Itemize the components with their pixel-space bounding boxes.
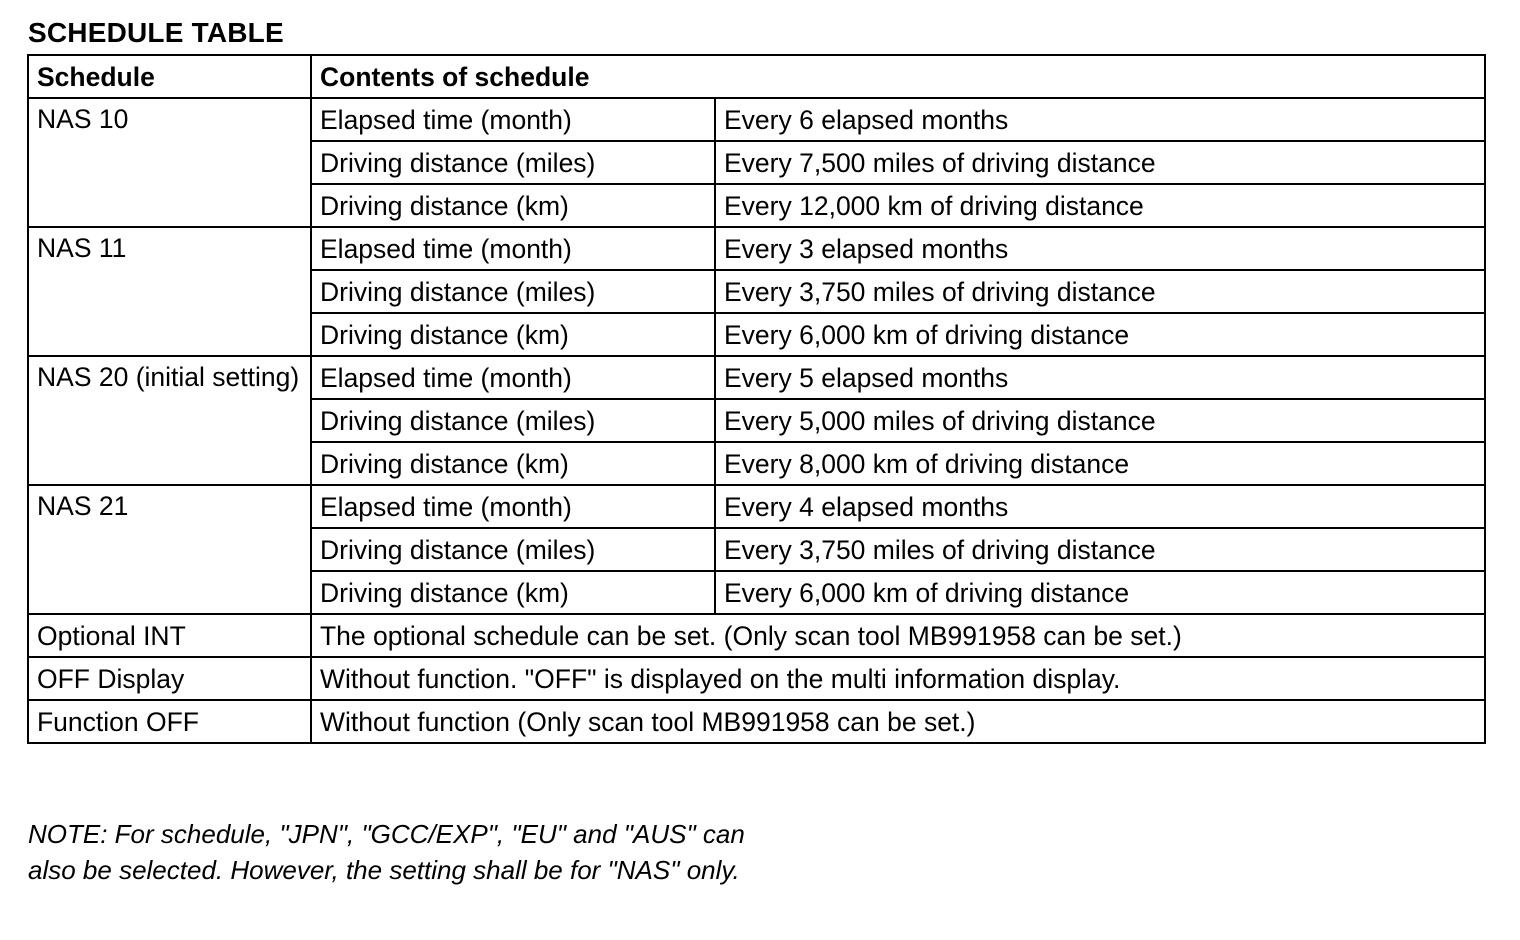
item-cell: Driving distance (miles): [311, 270, 715, 313]
table-row: [28, 485, 1485, 528]
header-contents: Contents of schedule: [311, 55, 1485, 98]
value-cell: Every 6,000 km of driving distance: [715, 571, 1485, 614]
item-cell: Driving distance (miles): [311, 141, 715, 184]
value-cell: Every 3,750 miles of driving distance: [715, 270, 1485, 313]
table-row: [28, 657, 1485, 700]
value-cell: Every 12,000 km of driving distance: [715, 184, 1485, 227]
schedule-name: NAS 10: [28, 98, 311, 227]
value-cell: Every 5 elapsed months: [715, 356, 1485, 399]
value-cell: Every 5,000 miles of driving distance: [715, 399, 1485, 442]
value-cell: Every 3,750 miles of driving distance: [715, 528, 1485, 571]
table-row: [28, 614, 1485, 657]
item-cell: Driving distance (km): [311, 313, 715, 356]
value-cell: Every 6 elapsed months: [715, 98, 1485, 141]
item-cell: Driving distance (miles): [311, 399, 715, 442]
item-cell: Elapsed time (month): [311, 356, 715, 399]
item-cell: Driving distance (km): [311, 184, 715, 227]
item-cell: Elapsed time (month): [311, 98, 715, 141]
schedule-name: NAS 20 (initial setting): [28, 356, 311, 485]
value-cell: Every 4 elapsed months: [715, 485, 1485, 528]
item-cell: Elapsed time (month): [311, 227, 715, 270]
value-cell: Every 6,000 km of driving distance: [715, 313, 1485, 356]
contents-cell: Without function. "OFF" is displayed on the multi information display.: [311, 657, 1485, 700]
item-cell: Driving distance (km): [311, 442, 715, 485]
schedule-name: NAS 11: [28, 227, 311, 356]
table-row: [28, 700, 1485, 743]
value-cell: Every 7,500 miles of driving distance: [715, 141, 1485, 184]
table-row: [28, 356, 1485, 399]
table-row: [28, 98, 1485, 141]
schedule-name: NAS 21: [28, 485, 311, 614]
value-cell: Every 8,000 km of driving distance: [715, 442, 1485, 485]
item-cell: Driving distance (miles): [311, 528, 715, 571]
table-row: [28, 227, 1485, 270]
table-title: SCHEDULE TABLE: [28, 17, 284, 48]
contents-cell: Without function (Only scan tool MB991958 can be set.): [311, 700, 1485, 743]
item-cell: Elapsed time (month): [311, 485, 715, 528]
schedule-name: OFF Display: [28, 657, 311, 700]
schedule-name: Optional INT: [28, 614, 311, 657]
schedule-name: Function OFF: [28, 700, 311, 743]
schedule-table: [27, 54, 1486, 744]
contents-cell: The optional schedule can be set. (Only scan tool MB991958 can be set.): [311, 614, 1485, 657]
note-text: NOTE: For schedule, "JPN", "GCC/EXP", "EU" and "AUS" can also be selected. However, the setting shall be for "NAS" only.: [28, 819, 745, 885]
table-header-row: [28, 55, 1485, 98]
item-cell: Driving distance (km): [311, 571, 715, 614]
header-schedule: Schedule: [28, 55, 311, 98]
value-cell: Every 3 elapsed months: [715, 227, 1485, 270]
